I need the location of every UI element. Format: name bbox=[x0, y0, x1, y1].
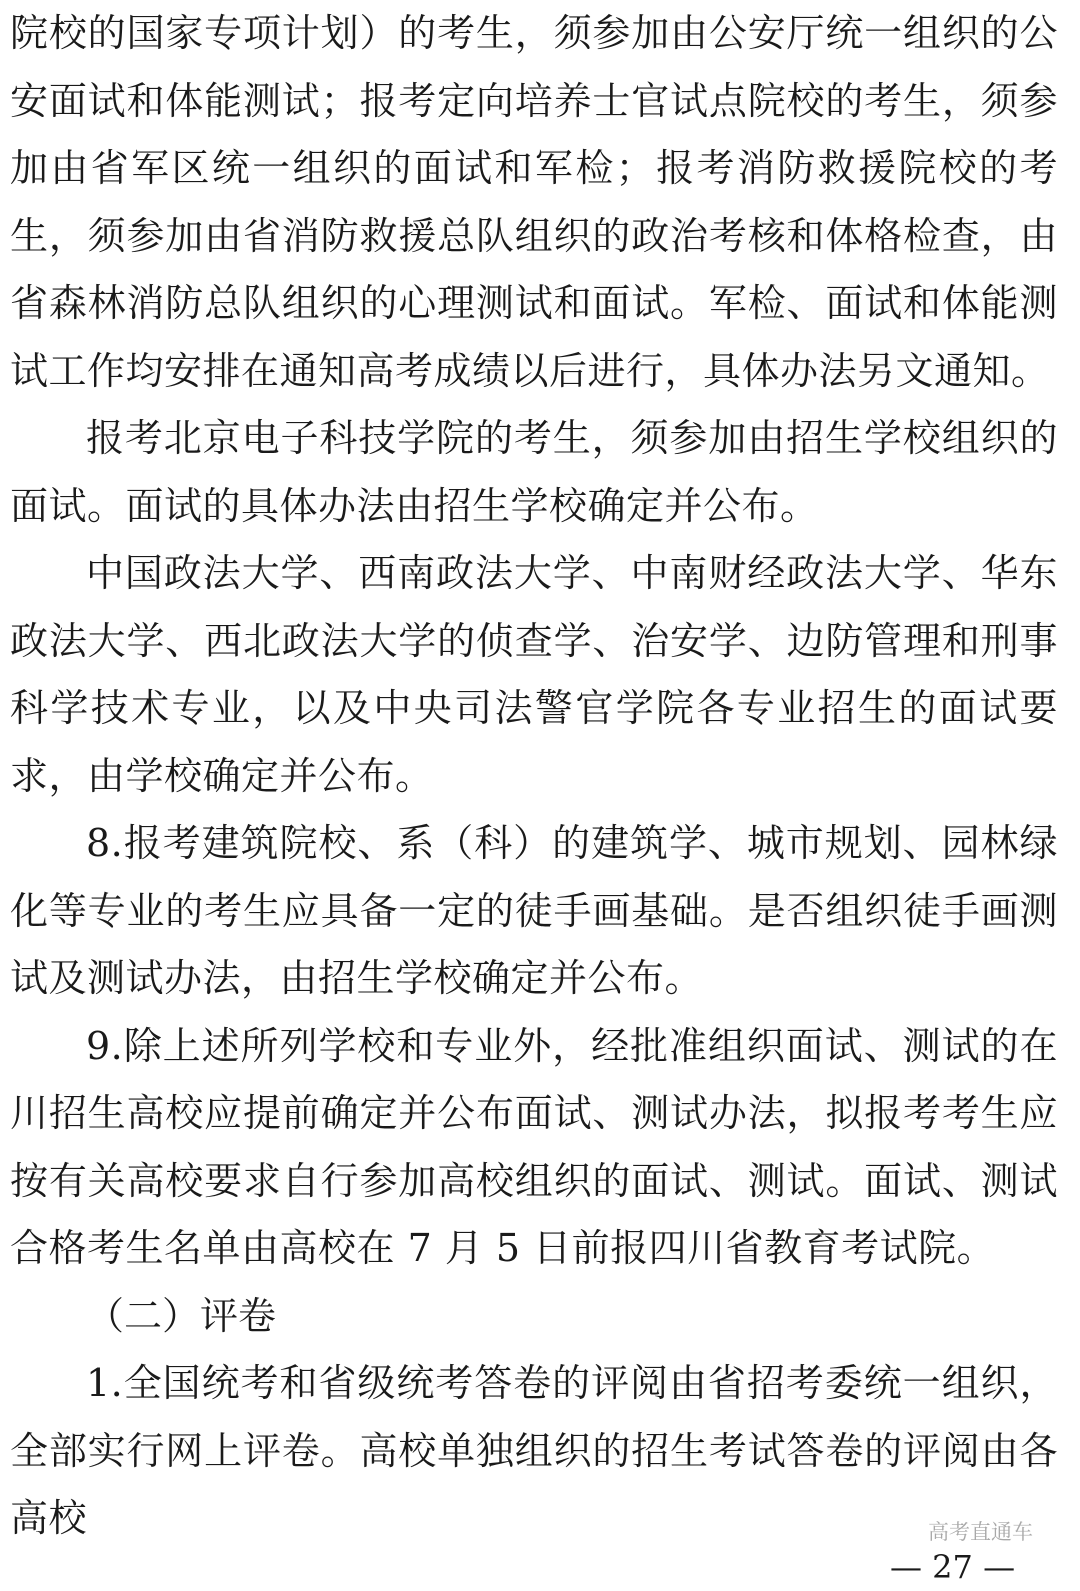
section-heading: （二）评卷 bbox=[86, 1293, 277, 1338]
page-number: — 27 — bbox=[890, 1548, 1016, 1586]
paragraph-3: 中国政法大学、西南政法大学、中南财经政法大学、华东政法大学、西北政法大学的侦查学、治安学、边防管理和刑事科学技术专业，以及中央司法警官学院各专业招生的面试要求，由学校确定并公布。 bbox=[10, 551, 1058, 798]
paragraph-6: 1.全国统考和省级统考答卷的评阅由省招考委统一组织，全部实行网上评卷。高校单独组织的招生考试答卷的评阅由各高校 bbox=[10, 1361, 1058, 1540]
watermark: 高考直通车 bbox=[928, 1520, 1033, 1544]
paragraph-5: 9.除上述所列学校和专业外，经批准组织面试、测试的在川招生高校应提前确定并公布面试、测试办法，拟报考考生应按有关高校要求自行参加高校组织的面试、测试。面试、测试合格考生名单由高校在 7 月 5 日前报四川省教育考试院。 bbox=[10, 1023, 1058, 1270]
paragraph-4: 8.报考建筑院校、系（科）的建筑学、城市规划、园林绿化等专业的考生应具备一定的徒手画基础。是否组织徒手画测试及测试办法，由招生学校确定并公布。 bbox=[10, 821, 1058, 1000]
paragraph-1: 院校的国家专项计划）的考生，须参加由公安厅统一组织的公安面试和体能测试；报考定向培养士官试点院校的考生，须参加由省军区统一组织的面试和军检；报考消防救援院校的考生，须参加由省消防救援总队组织的政治考核和体格检查，由省森林消防总队组织的心理测试和面试。军检、面试和体能测试工作均安排在通知高考成绩以后进行，具体办法另文通知。 bbox=[10, 11, 1058, 393]
paragraph-2: 报考北京电子科技学院的考生，须参加由招生学校组织的面试。面试的具体办法由招生学校确定并公布。 bbox=[10, 416, 1058, 528]
document-page bbox=[10, 0, 1058, 1553]
